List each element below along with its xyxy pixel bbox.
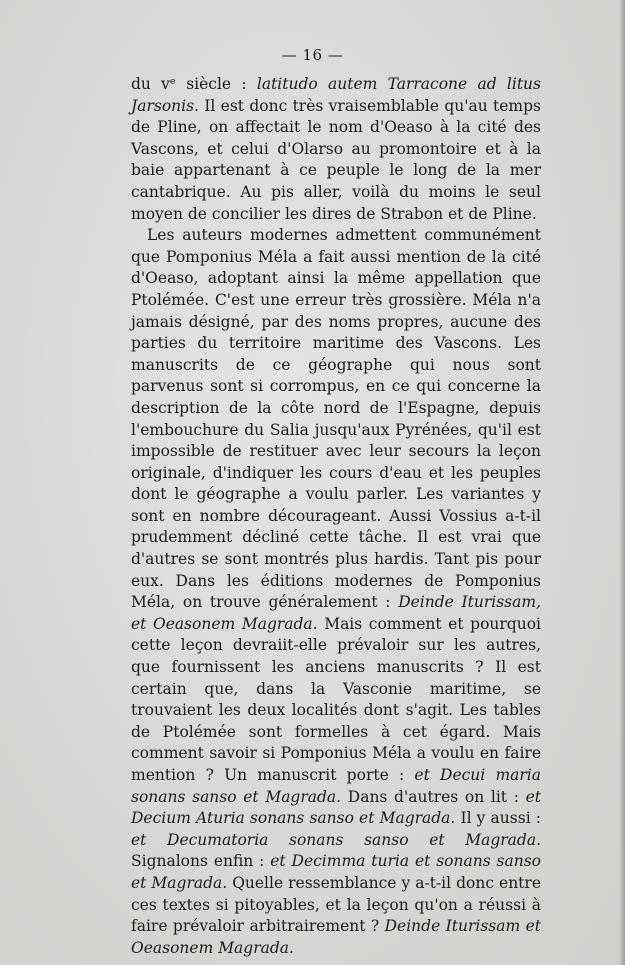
text-segment: Dans d'autres on lit :: [341, 787, 526, 806]
italic-quotation: latitudo autem Tarracone ad litus Jarsonis.: [131, 75, 541, 115]
page-edge-shadow: [619, 0, 625, 965]
italic-quotation: Deinde Iturissam et Oeasonem Magrada.: [131, 917, 541, 957]
text-segment: Quelle ressemblance y a-t-il donc entre ces textes si pitoyables, et la leçon qu'on a réussi à faire prévaloir arbitrairement ?: [131, 873, 541, 936]
text-segment: Il y aussi :: [455, 809, 541, 828]
paragraph-2: [131, 225, 541, 959]
text-segment: Signalons enfin :: [131, 852, 271, 871]
italic-quotation: et Decui maria sonans sanso et Magrada.: [131, 766, 541, 806]
body-text: [131, 74, 541, 959]
text-segment: Mais comment et pourquoi cette leçon devraiit-elle prévaloir sur les autres, que fournissent les anciens manuscrits ? Il est certain que, dans la Vasconie maritime, se trouvaient les deux localités dont s'agit. Les tables de Ptolémée sont formelles à cet égard. Mais comment savoir si Pomponius Méla a voulu en faire mention ? Un manuscrit porte :: [131, 614, 541, 784]
italic-quotation: et Decumatoria sonans sanso et Magrada.: [131, 830, 541, 849]
page-number: — 16 —: [281, 46, 344, 64]
italic-quotation: et Decimma turia et sonans sanso et Magrada.: [131, 852, 541, 892]
text-segment: Les auteurs modernes admettent communément que Pomponius Méla a fait aussi mention de la cité d'Oeaso, adoptant ainsi la même appellation que Ptolémée. C'est une erreur très grossière. Méla n'a jamais désigné, par des noms propres, aucune des parties du territoire maritime des Vascons. Les manuscrits de ce géographe qui nous sont parvenus sont si corrompus, en ce qui concerne la description de la côte nord de l'Espagne, depuis l'embouchure du Salia jusqu'aux Pyrénées, qu'il est impossible de restituer avec leur secours la leçon originale, d'indiquer les cours d'eau et les peuples dont le géographe a voulu parler. Les variantes y sont en nombre décourageant. Aussi Vossius a-t-il prudemment décliné cette tâche. Il est vrai que d'autres se sont montrés plus hardis. Tant pis pour eux. Dans les éditions modernes de Pomponius Méla, on trouve généralement :: [131, 226, 541, 612]
text-segment: Il est donc très vraisemblable qu'au temps de Pline, on affectait le nom d'Oeaso à la cité des Vascons, et celui d'Olarso au promontoire et à la baie appartenant à ce peuple le long de la mer cantabrique. Au pis aller, voilà du moins le seul moyen de concilier les dires de Strabon et de Pline.: [131, 96, 541, 223]
paragraph-1: [131, 74, 541, 225]
text-segment: du vᵉ siècle :: [131, 75, 257, 93]
italic-quotation: et Decium Aturia sonans sanso et Magrada.: [131, 787, 541, 828]
italic-quotation: Deinde Iturissam, et Oeasonem Magrada.: [131, 593, 541, 633]
